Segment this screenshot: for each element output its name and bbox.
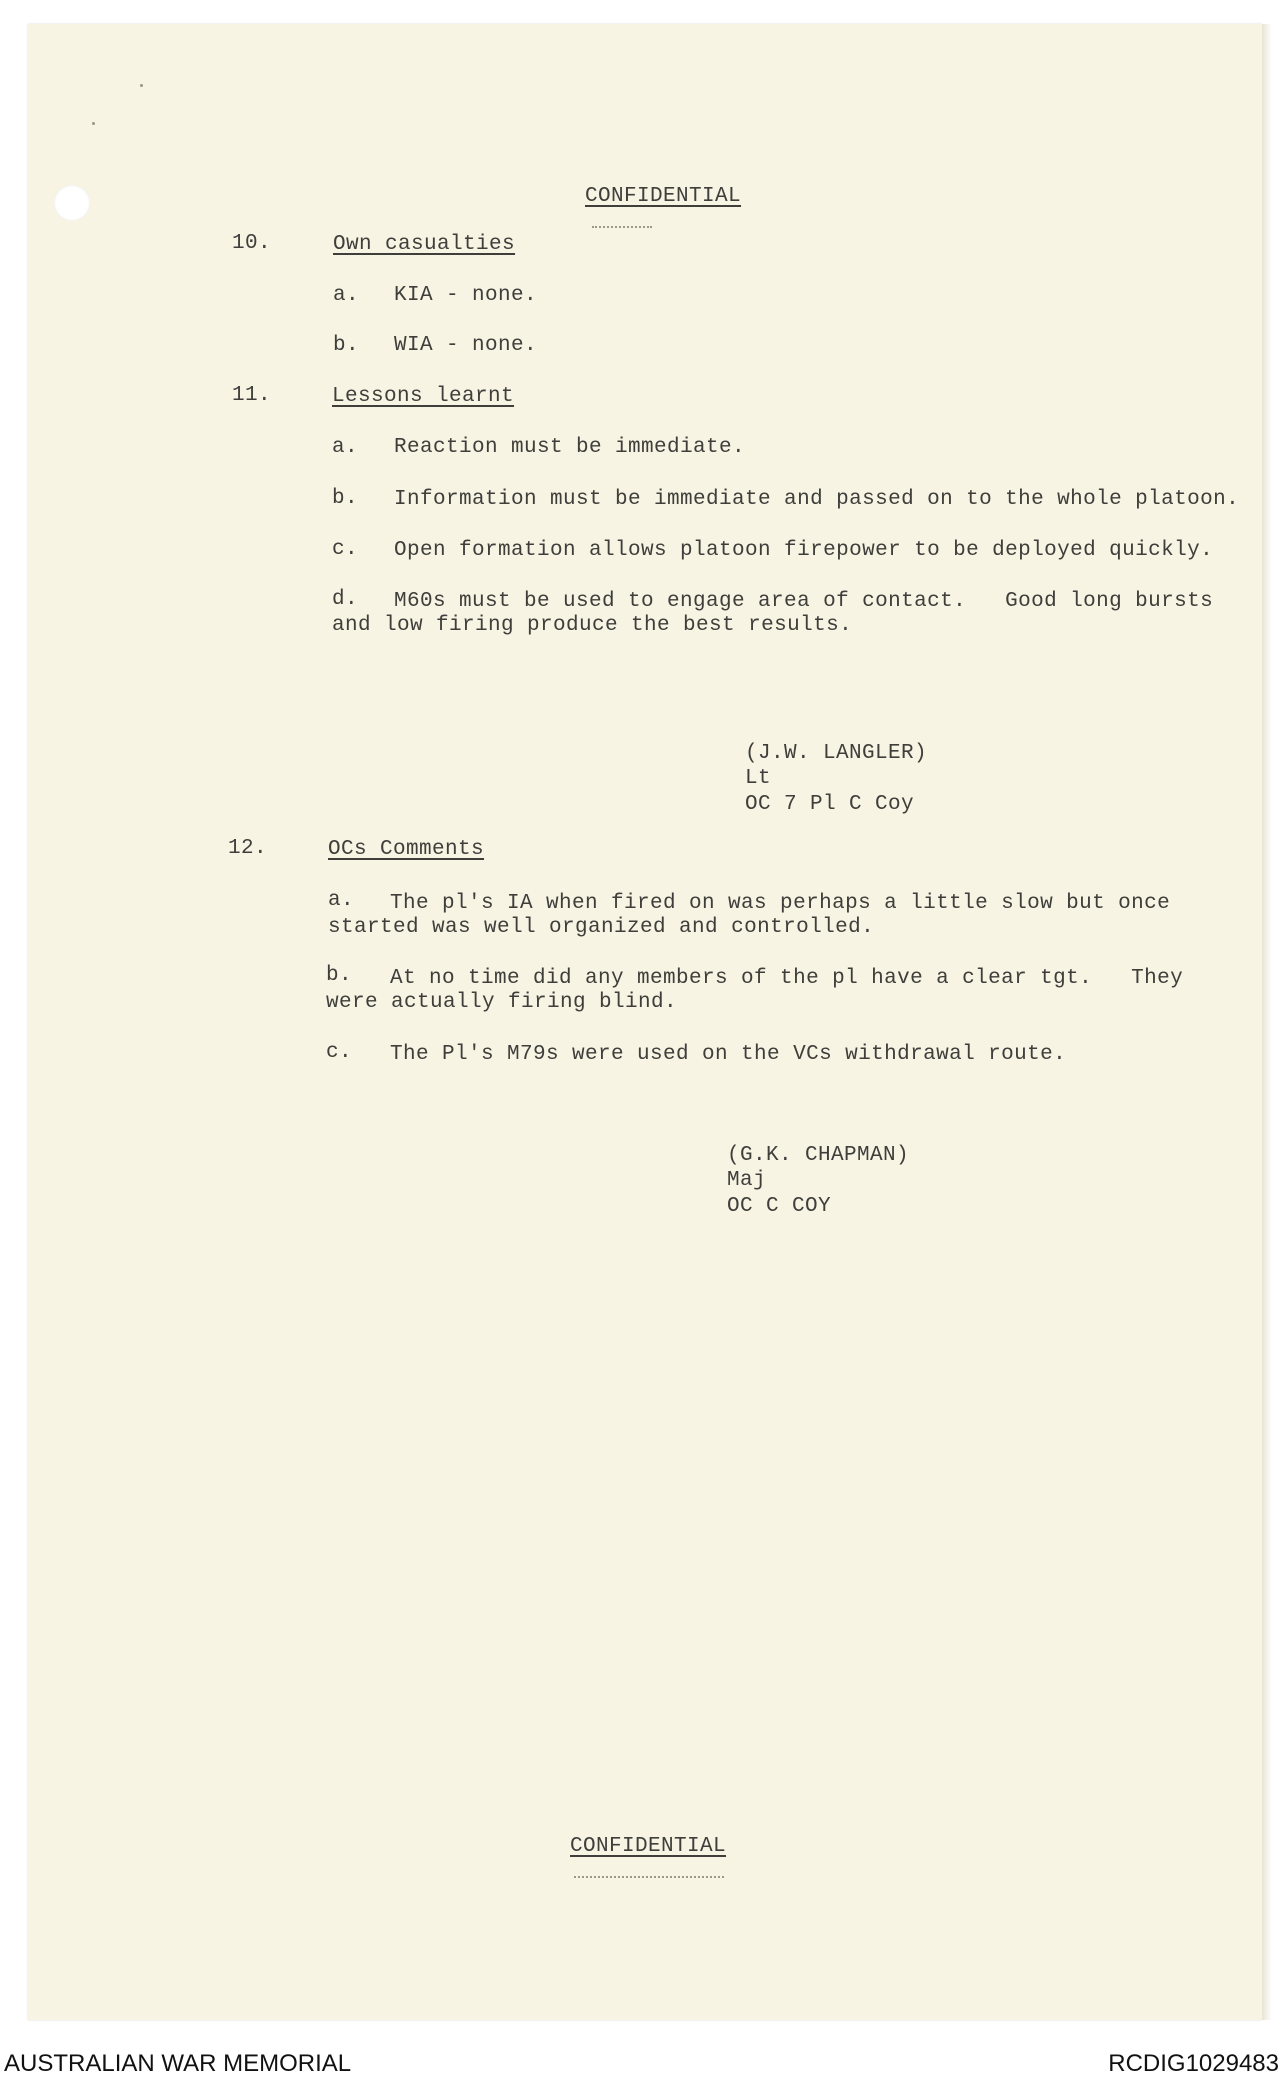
- section-heading: OCs Comments: [328, 838, 485, 861]
- item-letter: b.: [332, 487, 359, 510]
- item-text-line: M60s must be used to engage area of contact. Good long bursts: [394, 590, 1214, 613]
- item-text: Reaction must be immediate.: [394, 436, 746, 459]
- item-letter: b.: [333, 334, 360, 357]
- item-text: The Pl's M79s were used on the VCs withdrawal route.: [390, 1043, 1067, 1066]
- section-number: 12.: [228, 837, 268, 860]
- signatory-rank: Maj: [727, 1169, 767, 1192]
- item-letter: c.: [326, 1041, 353, 1064]
- item-text-line: were actually firing blind.: [326, 991, 678, 1014]
- signatory-appointment: OC 7 Pl C Coy: [745, 793, 915, 816]
- item-letter: a.: [332, 436, 359, 459]
- page-edge: [1262, 24, 1272, 2020]
- archive-institution: AUSTRALIAN WAR MEMORIAL: [4, 2050, 352, 2077]
- dotted-rule: [592, 226, 652, 230]
- section-heading: Own casualties: [333, 233, 516, 256]
- dotted-rule: [574, 1876, 724, 1880]
- item-text: Information must be immediate and passed on to the whole platoon.: [394, 488, 1240, 511]
- section-number: 11.: [232, 384, 272, 407]
- item-letter: d.: [332, 588, 359, 611]
- classification-header: CONFIDENTIAL: [585, 185, 742, 208]
- item-letter: c.: [332, 538, 359, 561]
- archive-reference: RCDIG1029483: [1108, 2050, 1279, 2077]
- section-heading: Lessons learnt: [332, 385, 515, 408]
- item-letter: a.: [328, 889, 355, 912]
- item-text-line: The pl's IA when fired on was perhaps a little slow but once: [390, 892, 1171, 915]
- document-page: [28, 24, 1262, 2020]
- item-text-line: At no time did any members of the pl have a clear tgt. They: [390, 967, 1184, 990]
- signatory-name: (G.K. CHAPMAN): [727, 1144, 910, 1167]
- item-text: WIA - none.: [394, 334, 538, 357]
- signatory-name: (J.W. LANGLER): [745, 742, 928, 765]
- item-text: KIA - none.: [394, 284, 538, 307]
- item-letter: b.: [326, 964, 353, 987]
- item-text: Open formation allows platoon firepower to be deployed quickly.: [394, 539, 1214, 562]
- item-text-line: and low firing produce the best results.: [332, 614, 853, 637]
- punch-hole: [54, 185, 90, 221]
- paper-speck: [92, 122, 95, 125]
- signatory-rank: Lt: [745, 767, 772, 790]
- section-number: 10.: [232, 232, 272, 255]
- paper-speck: [140, 84, 143, 87]
- signatory-appointment: OC C COY: [727, 1195, 832, 1218]
- classification-footer: CONFIDENTIAL: [570, 1835, 727, 1858]
- item-text-line: started was well organized and controlled.: [328, 916, 875, 939]
- item-letter: a.: [333, 284, 360, 307]
